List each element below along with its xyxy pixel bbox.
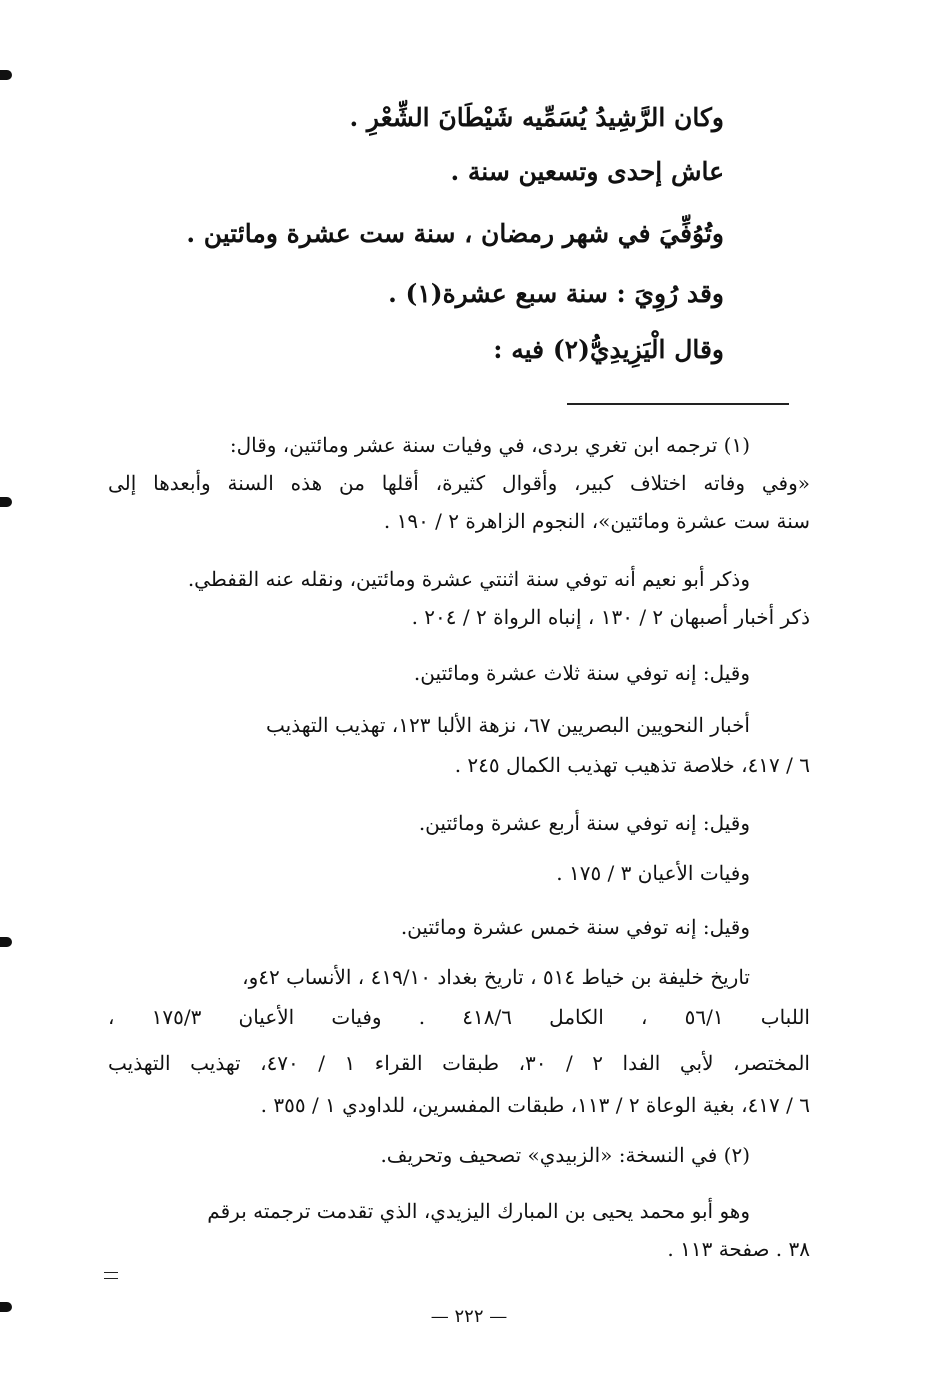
main-text-line: وقال الْيَزِيدِيُّ(٢) فيه : (493, 335, 724, 364)
footnote-line: تاريخ خليفة بن خياط ٥١٤ ، تاريخ بغداد ٤١٩/١٠ ، الأنساب ٤٢و، (242, 965, 750, 989)
footnote-line: وقيل: إنه توفي سنة ثلاث عشرة ومائتين. (413, 661, 750, 685)
main-text-line: عاش إحدى وتسعين سنة . (450, 157, 724, 186)
main-text-line: وتُوُفِّيَ في شهر رمضان ، سنة ست عشرة ومائتين . (186, 219, 724, 248)
page-number: — ٢٢٢ — (430, 1306, 508, 1327)
edge-mark (0, 937, 12, 947)
footnote-line: وذكر أبو نعيم أنه توفي سنة اثنتي عشرة ومائتين، ونقله عنه القفطي. (187, 567, 750, 591)
footnote-line: ٣٨ . صفحة ١١٣ . (667, 1237, 810, 1261)
footnote-line: اللباب ٥٦/١ ، الكامل ٤١٨/٦ . وفيات الأعيان ١٧٥/٣ ، (108, 1005, 810, 1029)
footnote-line: أخبار النحويين البصريين ٦٧، نزهة الألبا ١٢٣، تهذيب التهذيب (265, 713, 750, 737)
footnote-line: وقيل: إنه توفي سنة أربع عشرة ومائتين. (418, 811, 750, 835)
footnote-line: «وفي وفاته اختلاف كبير، وأقوال كثيرة، أقلها من هذه السنة وأبعدها إلى (108, 471, 810, 495)
footnote-line: وقيل: إنه توفي سنة خمس عشرة ومائتين. (400, 915, 750, 939)
footnote-separator (567, 403, 789, 405)
main-text-line: وقد رُوِيَ : سنة سبع عشرة(١) . (388, 279, 724, 308)
footnote-line: وهو أبو محمد يحيى بن المبارك اليزيدي، الذي تقدمت ترجمته برقم (207, 1199, 750, 1223)
footnote-line: ٦ / ٤١٧، بغية الوعاة ٢ / ١١٣، طبقات المفسرين، للداودي ١ / ٣٥٥ . (260, 1093, 810, 1117)
edge-mark (0, 497, 12, 507)
edge-mark (0, 70, 12, 80)
footnote-line: سنة ست عشرة ومائتين»، النجوم الزاهرة ٢ / ١٩٠ . (383, 509, 810, 533)
main-text-line: وكان الرَّشِيدُ يُسَمِّيه شَيْطَانَ الشِّعْرِ . (349, 103, 724, 132)
continuation-mark (104, 1272, 118, 1279)
footnote-line: (٢) في النسخة: «الزبيدي» تصحيف وتحريف. (380, 1143, 750, 1167)
footnote-line: (١) ترجمه ابن تغري بردى، في وفيات سنة عشر ومائتين، وقال: (229, 433, 750, 457)
footnote-line: المختصر، لأبي الفدا ٢ / ٣٠، طبقات القراء ١ / ٤٧٠، تهذيب التهذيب (108, 1051, 810, 1075)
footnote-line: ٦ / ٤١٧، خلاصة تذهيب تهذيب الكمال ٢٤٥ . (454, 753, 810, 777)
footnote-line: ذكر أخبار أصبهان ٢ / ١٣٠ ، إنباه الرواة ٢ / ٢٠٤ . (411, 605, 810, 629)
footnote-line: وفيات الأعيان ٣ / ١٧٥ . (556, 861, 750, 885)
